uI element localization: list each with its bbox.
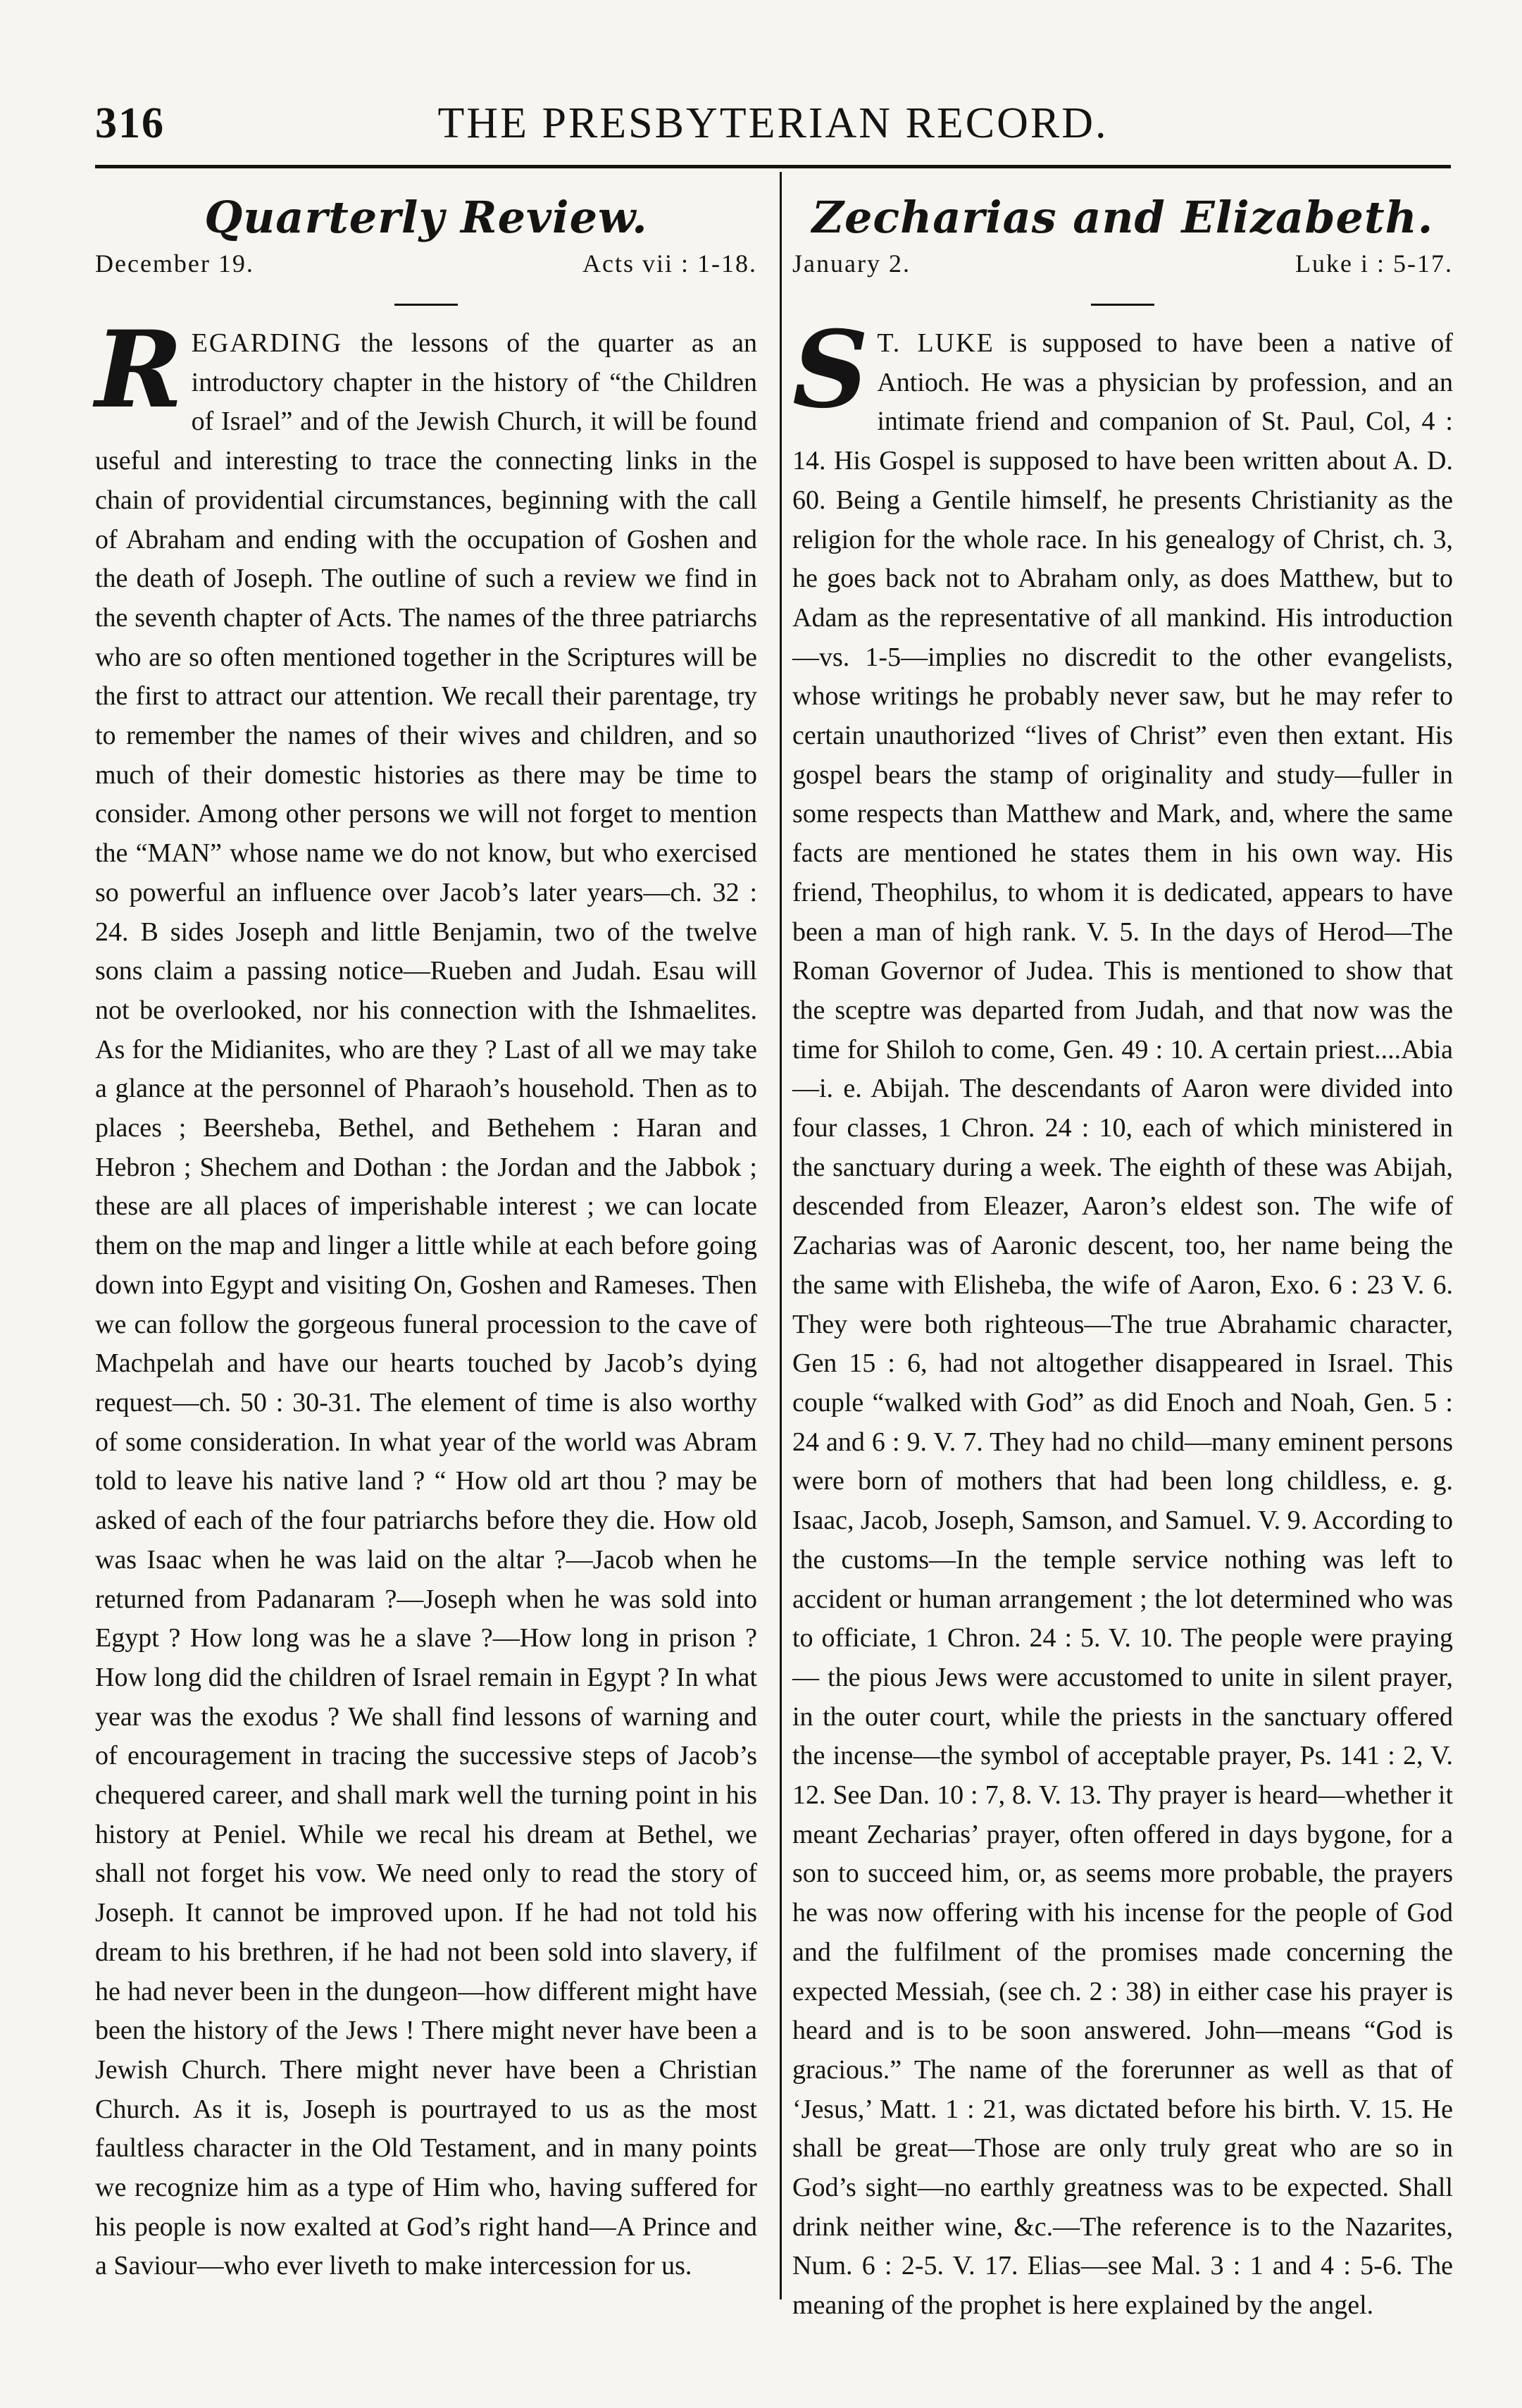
scripture-reference: Luke i : 5-17. <box>1295 249 1453 278</box>
page-number: 316 <box>95 99 165 147</box>
lead-word: EGARDING <box>191 328 343 358</box>
header-rule <box>95 165 1451 168</box>
right-column <box>792 178 1453 2326</box>
lead-word: T. LUKE <box>877 328 994 358</box>
column-divider <box>780 172 782 2300</box>
page-header <box>95 99 1451 162</box>
publication-title: THE PRESBYTERIAN RECORD. <box>437 99 1109 147</box>
drop-cap: S <box>792 308 869 432</box>
scripture-reference: Acts vii : 1-18. <box>582 249 757 278</box>
drop-cap: R <box>95 308 183 432</box>
dateline <box>792 249 1453 278</box>
article-heading: Quarterly Review. <box>204 192 648 243</box>
article-body <box>95 308 757 2286</box>
lesson-date: January 2. <box>792 249 911 278</box>
article-heading: Zecharias and Elizabeth. <box>811 192 1434 243</box>
left-column <box>95 178 757 2286</box>
article-text: is supposed to have been a native of Antioch. He was a physician by profession, and an intimate friend and companion of St. Paul, Col, 4 : 14. His Gospel is supposed to have been written about A. D. 60. Being a Gentile himself, he presents Christianity as the religion for the whole race. In his genealogy of Christ, ch. 3, he goes back not to Abraham only, as does Matthew, but to Adam as the representative of all mankind. His introduction—vs. 1-5—implies no discredit to the other evangelists, whose writings he probably never saw, but he may refer to certain unauthorized “lives of Christ” even then extant. His gospel bears the stamp of originality and study—fuller in some respects than Matthew and Mark, and, where the same facts are mentioned he states them in his own way. His friend, Theophilus, to whom it is dedicated, appears to have been a man of high rank. V. 5. In the days of Herod—The Roman Governor of Judea. This is mentioned to show that the sceptre was departed from Judah, and that now was the time for Shiloh to come, Gen. 49 : 10. A certain priest....Abia—i. e. Abijah. The descendants of Aaron were divided into four classes, 1 Chron. 24 : 10, each of which ministered in the sanctuary during a week. The eighth of these was Abijah, descended from Eleazer, Aaron’s eldest son. The wife of Zacharias was of Aaronic descent, too, her name being the the same with Elisheba, the wife of Aaron, Exo. 6 : 23 V. 6. They were both righteous—The true Abrahamic character, Gen 15 : 6, had not altogether disappeared in Israel. This couple “walked with God” as did Enoch and Noah, Gen. 5 : 24 and 6 : 9. V. 7. They had no child—many eminent persons were born of mothers that had been long childless, e. g. Isaac, Jacob, Joseph, Samson, and Samuel. V. 9. According to the customs—In the temple service nothing was left to accident or human arrangement ; the lot determined who was to officiate, 1 Chron. 24 : 5. V. 10. The people were praying — the pious Jews were accustomed to unite in silent prayer, in the outer court, while the priests in the sanctuary offered the incense—the symbol of acceptable prayer, Ps. 141 : 2, V. 12. See Dan. 10 : 7, 8. V. 13. Thy prayer is heard—whether it meant Zecharias’ prayer, often offered in days bygone, for a son to succeed him, or, as seems more probable, the prayers he was now offering with his incense for the people of God and the fulfilment of the promises made concerning the expected Messiah, (see ch. 2 : 38) in either case his prayer is heard and is to be soon answered. John—means “God is gracious.” The name of the forerunner as well as that of ‘Jesus,’ Matt. 1 : 21, was dictated before his birth. V. 15. He shall be great—Those are only truly great who are so in God’s sight—no earthly greatness was to be expected. Shall drink neither wine, &c.—The reference is to the Nazarites, Num. 6 : 2-5. V. 17. Elias—see Mal. 3 : 1 and 4 : 5-6. The meaning of the prophet is here explained by the angel. <box>792 328 1454 2321</box>
article-text: the lessons of the quarter as an introductory chapter in the history of “the Children of Israel” and of the Jewish Church, it will be found useful and interesting to trace the connecting links in the chain of providential circumstances, beginning with the call of Abraham and ending with the occupation of Goshen and the death of Joseph. The outline of such a review we find in the seventh chapter of Acts. The names of the three patriarchs who are so often mentioned together in the Scriptures will be the first to attract our attention. We recall their parentage, try to remember the names of their wives and children, and so much of their domestic histories as there may be time to consider. Among other persons we will not forget to mention the “MAN” whose name we do not know, but who exercised so powerful an influence over Jacob’s later years—ch. 32 : 24. B sides Joseph and little Benjamin, two of the twelve sons claim a passing notice—Rueben and Judah. Esau will not be overlooked, nor his connection with the Ishmaelites. As for the Midianites, who are they ? Last of all we may take a glance at the personnel of Pharaoh’s household. Then as to places ; Beersheba, Bethel, and Bethehem : Haran and Hebron ; Shechem and Dothan : the Jordan and the Jabbok ; these are all places of imperishable interest ; we can locate them on the map and linger a little while at each before going down into Egypt and visiting On, Goshen and Rameses. Then we can follow the gorgeous funeral procession to the cave of Machpelah and have our hearts touched by Jacob’s dying request—ch. 50 : 30-31. The element of time is also worthy of some consideration. In what year of the world was Abram told to leave his native land ? “ How old art thou ? may be asked of each of the four patriarchs before they die. How old was Isaac when he was laid on the altar ?—Jacob when he returned from Padanaram ?—Joseph when he was sold into Egypt ? How long was he a slave ?—How long in prison ? How long did the children of Israel remain in Egypt ? In what year was the exodus ? We shall find lessons of warning and of encouragement in tracing the successive steps of Jacob’s chequered career, and shall mark well the turning point in his history at Peniel. While we recal his dream at Bethel, we shall not forget his vow. We need only to read the story of Joseph. It cannot be improved upon. If he had not told his dream to his brethren, if he had not been sold into slavery, if he had never been in the dungeon—how different might have been the history of the Jews ! There might never have been a Jewish Church. There might never have been a Christian Church. As it is, Joseph is pourtrayed to us as the most faultless character in the Old Testament, and in many points we recognize him as a type of Him who, having suffered for his people is now exalted at God’s right hand—A Prince and a Saviour—who ever liveth to make intercession for us. <box>95 328 757 2281</box>
article-body <box>792 308 1454 2326</box>
dateline <box>95 249 757 278</box>
lesson-date: December 19. <box>95 249 254 278</box>
short-rule <box>394 304 458 306</box>
short-rule <box>1091 304 1154 306</box>
